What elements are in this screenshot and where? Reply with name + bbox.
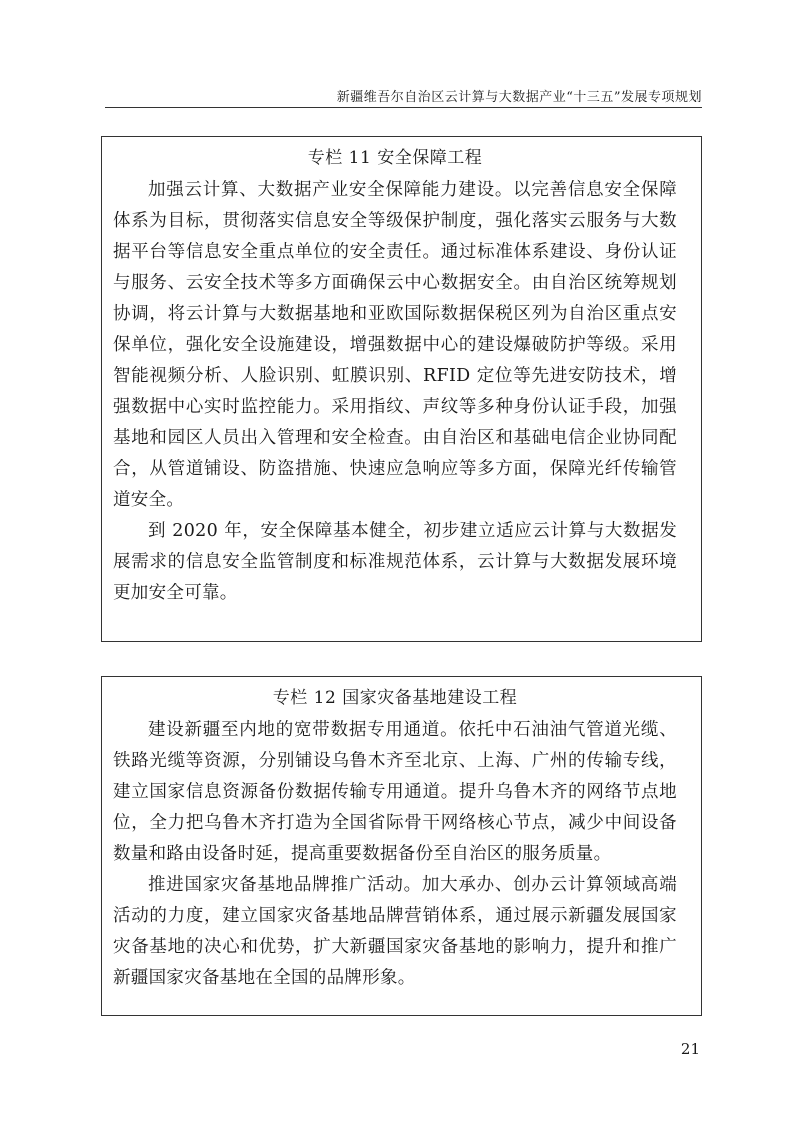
- paragraph: 推进国家灾备基地品牌推广活动。加大承办、创办云计算领域高端活动的力度，建立国家灾备基地品牌营销体系，通过展示新疆发展国家灾备基地的决心和优势，扩大新疆国家灾备基地的影响力，提升和推广新疆国家灾备基地在全国的品牌形象。: [113, 875, 677, 988]
- paragraph: 到 2020 年，安全保障基本健全，初步建立适应云计算与大数据发展需求的信息安全监管制度和标准规范体系，云计算与大数据发展环境更加安全可靠。: [113, 521, 677, 603]
- column-box-security: [101, 136, 702, 642]
- column-title: 专栏 11 安全保障工程: [307, 148, 483, 168]
- page-number: 21: [680, 1040, 700, 1058]
- column-box-disaster-backup: [101, 676, 702, 1016]
- running-header: 新疆维吾尔自治区云计算与大数据产业“十三五”发展专项规划: [336, 90, 702, 105]
- paragraph: 加强云计算、大数据产业安全保障能力建设。以完善信息安全保障体系为目标，贯彻落实信息安全等级保护制度，强化落实云服务与大数据平台等信息安全重点单位的安全责任。通过标准体系建设、身份认证与服务、云安全技术等多方面确保云中心数据安全。由自治区统筹规划协调，将云计算与大数据基地和亚欧国际数据保税区列为自治区重点安保单位，强化安全设施建设，增强数据中心的建设爆破防护等级。采用智能视频分析、人脸识别、虹膜识别、RFID 定位等先进安防技术，增强数据中心实时监控能力。采用指纹、声纹等多种身份认证手段，加强基地和园区人员出入管理和安全检查。由自治区和基础电信企业协同配合，从管道铺设、防盗措施、快速应急响应等多方面，保障光纤传输管道安全。: [113, 180, 677, 510]
- column-title: 专栏 12 国家灾备基地建设工程: [272, 688, 518, 708]
- header-rule: [105, 107, 702, 108]
- paragraph: 建设新疆至内地的宽带数据专用通道。依托中石油油气管道光缆、铁路光缆等资源，分别铺设乌鲁木齐至北京、上海、广州的传输专线，建立国家信息资源备份数据传输专用通道。提升乌鲁木齐的网络节点地位，全力把乌鲁木齐打造为全国省际骨干网络核心节点，减少中间设备数量和路由设备时延，提高重要数据备份至自治区的服务质量。: [113, 720, 677, 864]
